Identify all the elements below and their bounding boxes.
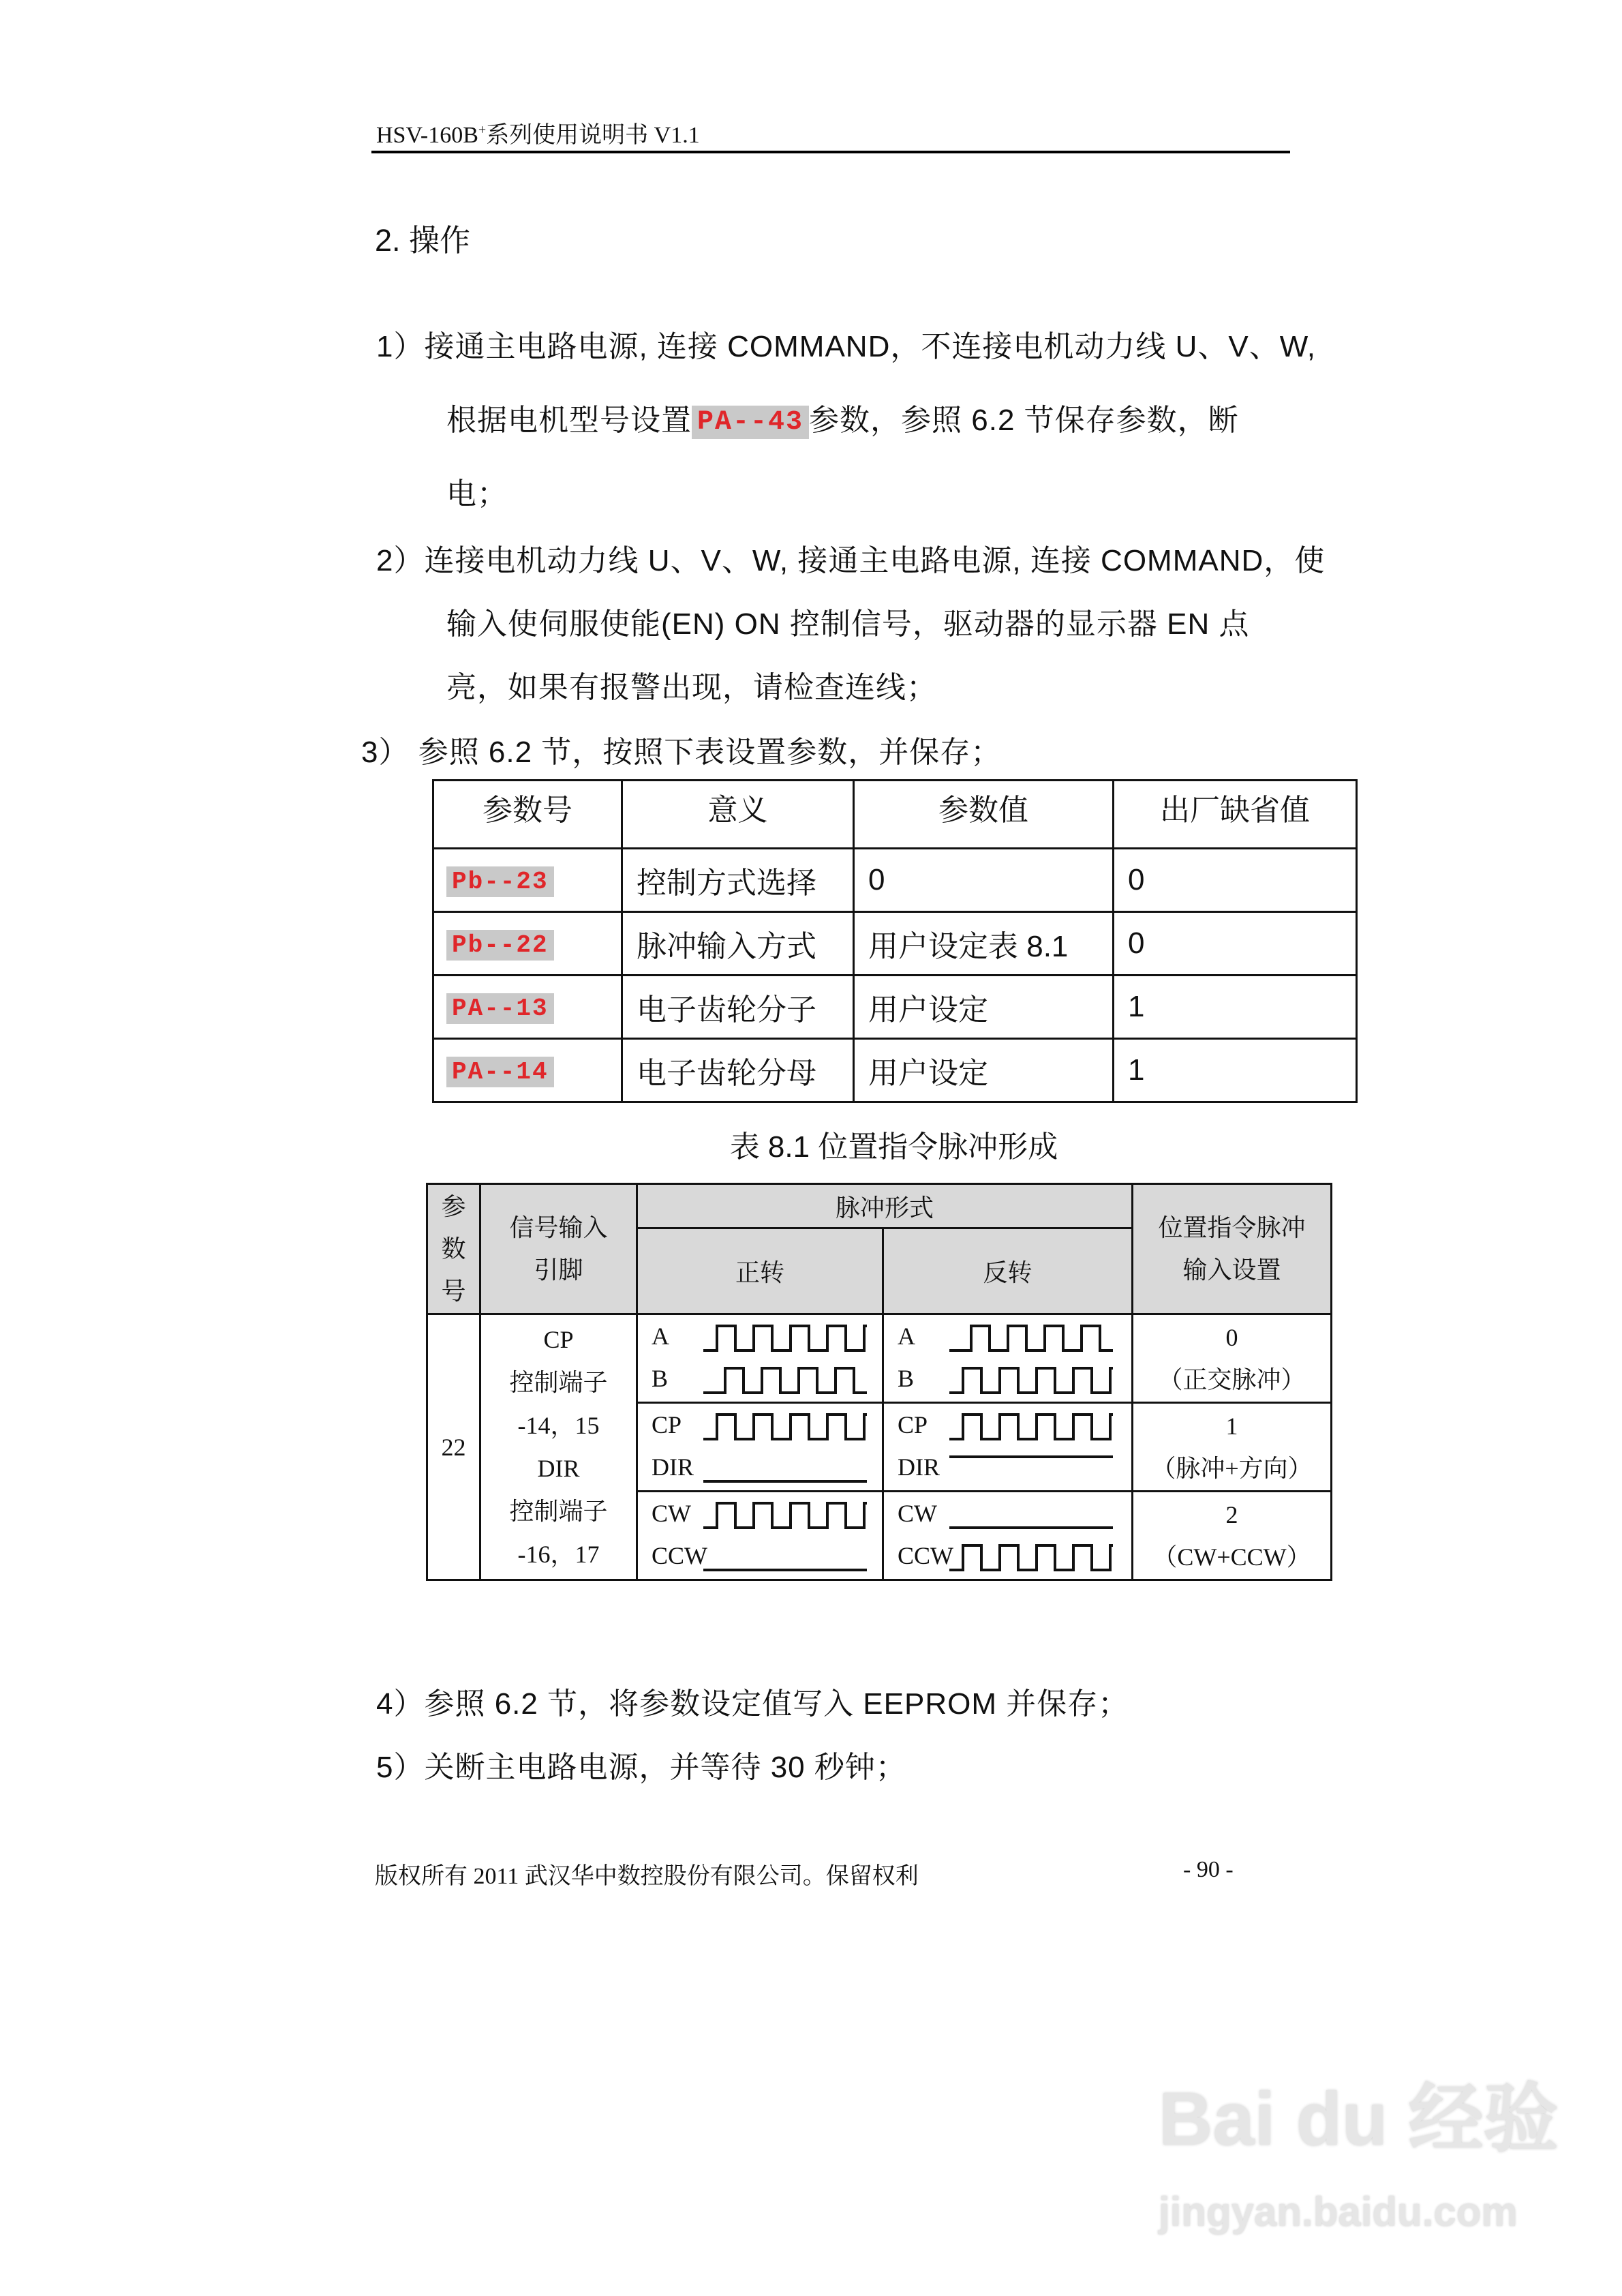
header-cell: 出厂缺省值 xyxy=(1114,781,1357,849)
header-cell: 意义 xyxy=(622,781,854,849)
waveform-pulse xyxy=(703,1323,867,1353)
default-cell: 0 xyxy=(1114,912,1357,976)
led-param-code: Pb--22 xyxy=(446,930,554,961)
step-2-line-2: 输入使伺服使能(EN) ON 控制信号，驱动器的显示器 EN 点 xyxy=(446,607,1250,641)
setting-cell xyxy=(1133,1314,1332,1403)
step-2-line-1: 2）连接电机动力线 U、V、W, 接通主电路电源, 连接 COMMAND，使 xyxy=(376,544,1326,577)
header-signal: 信号输入 xyxy=(509,1214,608,1241)
step-1-line-1: 1）接通主电路电源, 连接 COMMAND，不连接电机动力线 U、V、W, xyxy=(376,330,1317,363)
step-4: 4）参照 6.2 节，将参数设定值写入 EEPROM 并保存； xyxy=(376,1687,1129,1721)
param-number: 22 xyxy=(427,1314,480,1580)
setting-cell xyxy=(1133,1403,1332,1492)
signal-label: CP xyxy=(898,1410,928,1438)
table-row xyxy=(433,849,1357,912)
table-row xyxy=(433,976,1357,1039)
step-1-text-b: 参数，参照 6.2 节保存参数，断 xyxy=(809,404,1239,437)
setting-desc: （正交脉冲） xyxy=(1158,1365,1306,1393)
setting-value: 0 xyxy=(1225,1323,1238,1351)
led-display-param: PA--43 xyxy=(692,406,809,439)
setting-value: 1 xyxy=(1225,1412,1238,1440)
setting-desc: （CW+CCW） xyxy=(1152,1543,1311,1571)
waveform xyxy=(949,1454,1113,1490)
value-cell: 用户设定 xyxy=(854,1039,1114,1102)
signal-label: B xyxy=(652,1364,669,1392)
led-param-code: Pb--23 xyxy=(446,866,554,897)
signal-pin-line: CP xyxy=(543,1325,574,1353)
signal-pin-line: -16，17 xyxy=(517,1540,600,1568)
step-3: 3） 参照 6.2 节，按照下表设置参数，并保存； xyxy=(361,736,1002,769)
header-sup: + xyxy=(478,122,487,138)
signal-pin-line: DIR xyxy=(537,1454,580,1482)
waveform-cell xyxy=(883,1403,1133,1492)
header-param-char: 参 xyxy=(441,1193,466,1220)
table-row xyxy=(427,1314,1332,1403)
meaning-cell: 控制方式选择 xyxy=(622,849,854,912)
waveform-low xyxy=(703,1543,867,1573)
value-cell: 用户设定表 8.1 xyxy=(854,912,1114,976)
signal-label: CP xyxy=(652,1410,682,1438)
step-1-text-a: 根据电机型号设置 xyxy=(446,404,692,437)
header-setting: 位置指令脉冲 xyxy=(1158,1214,1306,1241)
value-cell: 0 xyxy=(854,849,1114,912)
signal-pin-line: 控制端子 xyxy=(509,1497,608,1525)
waveform xyxy=(949,1365,1113,1402)
pulse-form-table xyxy=(426,1183,1332,1581)
waveform-pulse xyxy=(703,1412,867,1442)
header-cell: 参数号 xyxy=(433,781,622,849)
waveform-pulse xyxy=(703,1500,867,1530)
signal-label: CW xyxy=(652,1499,691,1527)
meaning-cell: 脉冲输入方式 xyxy=(622,912,854,976)
running-header xyxy=(376,116,700,149)
table-row xyxy=(433,912,1357,976)
waveform-pulse-late xyxy=(949,1323,1113,1353)
signal-label: B xyxy=(898,1364,915,1392)
waveform-cell xyxy=(883,1314,1133,1403)
signal-label: DIR xyxy=(898,1453,940,1481)
table-row xyxy=(433,1039,1357,1102)
parameter-table xyxy=(432,779,1358,1103)
default-cell: 1 xyxy=(1114,1039,1357,1102)
waveform xyxy=(703,1500,867,1537)
signal-label: DIR xyxy=(652,1453,694,1481)
waveform-low xyxy=(949,1500,1113,1530)
header-pulse-form: 脉冲形式 xyxy=(637,1184,1133,1228)
signal-label: A xyxy=(898,1322,915,1350)
baidu-watermark-logo: Bai du 经验 xyxy=(1159,2077,1559,2161)
led-param-code: PA--13 xyxy=(446,993,554,1024)
waveform xyxy=(949,1412,1113,1448)
value-cell: 用户设定 xyxy=(854,976,1114,1039)
baidu-watermark-url: jingyan.baidu.com xyxy=(1159,2189,1518,2235)
setting-cell xyxy=(1133,1492,1332,1580)
default-cell: 1 xyxy=(1114,976,1357,1039)
waveform-cell xyxy=(637,1403,883,1492)
header-param-char: 数 xyxy=(441,1235,466,1263)
signal-pins xyxy=(480,1314,637,1580)
waveform-cell xyxy=(637,1492,883,1580)
signal-label: CW xyxy=(898,1499,937,1527)
header-signal: 引脚 xyxy=(534,1256,583,1284)
signal-pin-line: -14，15 xyxy=(517,1411,600,1439)
step-1-line-3: 电； xyxy=(446,477,508,511)
waveform xyxy=(949,1543,1113,1579)
meaning-cell: 电子齿轮分子 xyxy=(622,976,854,1039)
default-cell: 0 xyxy=(1114,849,1357,912)
waveform xyxy=(949,1323,1113,1359)
step-1-line-2 xyxy=(446,395,1239,439)
signal-label: CCW xyxy=(652,1541,708,1569)
setting-desc: （脉冲+方向） xyxy=(1151,1454,1313,1482)
waveform xyxy=(703,1365,867,1402)
waveform-low xyxy=(703,1454,867,1484)
waveform-high xyxy=(949,1454,1113,1484)
header-reverse: 反转 xyxy=(883,1228,1133,1314)
waveform xyxy=(703,1323,867,1359)
meaning-cell: 电子齿轮分母 xyxy=(622,1039,854,1102)
footer-copyright: 版权所有 2011 武汉华中数控股份有限公司。保留权利 xyxy=(375,1864,919,1889)
waveform xyxy=(703,1543,867,1579)
waveform-pulse xyxy=(949,1543,1113,1573)
signal-label: CCW xyxy=(898,1541,954,1569)
header-param-char: 号 xyxy=(441,1278,466,1305)
table-header-row xyxy=(433,781,1357,849)
header-setting: 输入设置 xyxy=(1182,1256,1281,1284)
table-caption: 表 8.1 位置指令脉冲形成 xyxy=(729,1130,1058,1164)
waveform xyxy=(949,1500,1113,1537)
step-5: 5）关断主电路电源，并等待 30 秒钟； xyxy=(376,1751,906,1784)
section-title: 2. 操作 xyxy=(375,223,471,258)
waveform-pulse-late xyxy=(703,1365,867,1395)
waveform xyxy=(703,1454,867,1490)
waveform-pulse xyxy=(949,1365,1113,1395)
signal-label: A xyxy=(652,1322,669,1350)
page-number: - 90 - xyxy=(1183,1857,1234,1882)
header-title-rest: 系列使用说明书 V1.1 xyxy=(486,123,700,148)
setting-value: 2 xyxy=(1225,1500,1238,1528)
header-cell: 参数值 xyxy=(854,781,1114,849)
step-2-line-3: 亮，如果有报警出现，请检查连线； xyxy=(446,671,937,704)
waveform-cell xyxy=(637,1314,883,1403)
waveform-cell xyxy=(883,1492,1133,1580)
signal-pin-line: 控制端子 xyxy=(509,1368,608,1396)
waveform-pulse xyxy=(949,1412,1113,1442)
header-forward: 正转 xyxy=(637,1228,883,1314)
header-rule xyxy=(371,151,1290,153)
led-param-code: PA--14 xyxy=(446,1057,554,1087)
header-title: HSV-160B xyxy=(376,123,478,148)
waveform xyxy=(703,1412,867,1448)
